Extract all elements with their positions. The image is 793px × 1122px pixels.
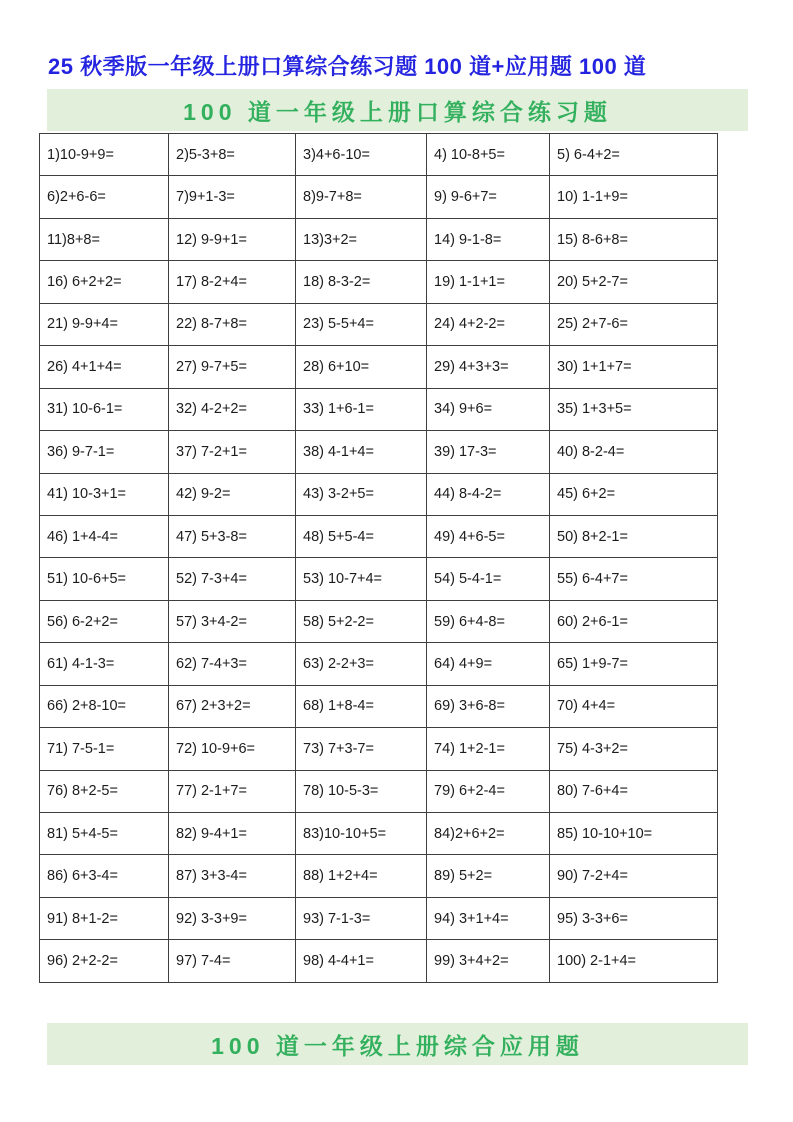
problem-cell: 46) 1+4-4= xyxy=(40,515,169,557)
problem-row xyxy=(40,728,718,770)
problem-cell: 65) 1+9-7= xyxy=(550,643,718,685)
problem-cell: 66) 2+8-10= xyxy=(40,685,169,727)
problem-cell: 19) 1-1+1= xyxy=(427,261,550,303)
problem-cell: 43) 3-2+5= xyxy=(296,473,427,515)
problem-cell: 27) 9-7+5= xyxy=(169,346,296,388)
problem-cell: 94) 3+1+4= xyxy=(427,897,550,939)
problem-cell: 10) 1-1+9= xyxy=(550,176,718,218)
applied-problems-section-header: 100 道一年级上册综合应用题 xyxy=(47,1023,748,1065)
problem-cell: 8)9-7+8= xyxy=(296,176,427,218)
problem-row xyxy=(40,473,718,515)
problem-cell: 14) 9-1-8= xyxy=(427,218,550,260)
problem-cell: 97) 7-4= xyxy=(169,940,296,983)
problem-cell: 11)8+8= xyxy=(40,218,169,260)
problem-cell: 75) 4-3+2= xyxy=(550,728,718,770)
problem-cell: 3)4+6-10= xyxy=(296,134,427,176)
problem-cell: 50) 8+2-1= xyxy=(550,515,718,557)
problem-cell: 6)2+6-6= xyxy=(40,176,169,218)
problem-row xyxy=(40,685,718,727)
problem-cell: 42) 9-2= xyxy=(169,473,296,515)
problem-cell: 4) 10-8+5= xyxy=(427,134,550,176)
problem-cell: 76) 8+2-5= xyxy=(40,770,169,812)
problem-row xyxy=(40,134,718,176)
problem-cell: 74) 1+2-1= xyxy=(427,728,550,770)
problem-cell: 53) 10-7+4= xyxy=(296,558,427,600)
problem-cell: 69) 3+6-8= xyxy=(427,685,550,727)
problem-row xyxy=(40,261,718,303)
problem-cell: 26) 4+1+4= xyxy=(40,346,169,388)
problem-cell: 80) 7-6+4= xyxy=(550,770,718,812)
problem-row xyxy=(40,600,718,642)
problem-cell: 57) 3+4-2= xyxy=(169,600,296,642)
problem-cell: 72) 10-9+6= xyxy=(169,728,296,770)
problem-cell: 38) 4-1+4= xyxy=(296,431,427,473)
problem-cell: 32) 4-2+2= xyxy=(169,388,296,430)
problem-cell: 40) 8-2-4= xyxy=(550,431,718,473)
problem-cell: 29) 4+3+3= xyxy=(427,346,550,388)
problem-cell: 25) 2+7-6= xyxy=(550,303,718,345)
problem-row xyxy=(40,346,718,388)
problem-cell: 34) 9+6= xyxy=(427,388,550,430)
problem-cell: 90) 7-2+4= xyxy=(550,855,718,897)
problem-cell: 54) 5-4-1= xyxy=(427,558,550,600)
problem-cell: 87) 3+3-4= xyxy=(169,855,296,897)
problem-cell: 83)10-10+5= xyxy=(296,813,427,855)
problem-row xyxy=(40,218,718,260)
problem-cell: 67) 2+3+2= xyxy=(169,685,296,727)
problem-cell: 37) 7-2+1= xyxy=(169,431,296,473)
oral-practice-section-header: 100 道一年级上册口算综合练习题 xyxy=(47,89,748,131)
problem-row xyxy=(40,303,718,345)
problem-cell: 81) 5+4-5= xyxy=(40,813,169,855)
problem-cell: 92) 3-3+9= xyxy=(169,897,296,939)
problem-cell: 86) 6+3-4= xyxy=(40,855,169,897)
problem-cell: 12) 9-9+1= xyxy=(169,218,296,260)
problem-cell: 24) 4+2-2= xyxy=(427,303,550,345)
problem-cell: 18) 8-3-2= xyxy=(296,261,427,303)
problem-cell: 49) 4+6-5= xyxy=(427,515,550,557)
problem-cell: 5) 6-4+2= xyxy=(550,134,718,176)
problem-cell: 71) 7-5-1= xyxy=(40,728,169,770)
problem-row xyxy=(40,431,718,473)
problem-cell: 99) 3+4+2= xyxy=(427,940,550,983)
problem-cell: 55) 6-4+7= xyxy=(550,558,718,600)
problem-cell: 1)10-9+9= xyxy=(40,134,169,176)
problem-cell: 88) 1+2+4= xyxy=(296,855,427,897)
problem-cell: 51) 10-6+5= xyxy=(40,558,169,600)
oral-problems-table xyxy=(39,133,718,983)
problem-row xyxy=(40,855,718,897)
problem-cell: 98) 4-4+1= xyxy=(296,940,427,983)
problem-cell: 39) 17-3= xyxy=(427,431,550,473)
problem-cell: 95) 3-3+6= xyxy=(550,897,718,939)
problem-cell: 60) 2+6-1= xyxy=(550,600,718,642)
problem-cell: 21) 9-9+4= xyxy=(40,303,169,345)
problem-row xyxy=(40,558,718,600)
problem-cell: 93) 7-1-3= xyxy=(296,897,427,939)
problem-cell: 35) 1+3+5= xyxy=(550,388,718,430)
problem-row xyxy=(40,770,718,812)
problem-cell: 45) 6+2= xyxy=(550,473,718,515)
problem-cell: 17) 8-2+4= xyxy=(169,261,296,303)
problem-row xyxy=(40,643,718,685)
problem-row xyxy=(40,813,718,855)
problem-cell: 96) 2+2-2= xyxy=(40,940,169,983)
problem-cell: 85) 10-10+10= xyxy=(550,813,718,855)
document-title: 25 秋季版一年级上册口算综合练习题 100 道+应用题 100 道 xyxy=(48,54,647,79)
problem-cell: 58) 5+2-2= xyxy=(296,600,427,642)
problem-cell: 100) 2-1+4= xyxy=(550,940,718,983)
problem-cell: 91) 8+1-2= xyxy=(40,897,169,939)
problem-cell: 62) 7-4+3= xyxy=(169,643,296,685)
problem-cell: 9) 9-6+7= xyxy=(427,176,550,218)
problem-cell: 84)2+6+2= xyxy=(427,813,550,855)
problem-cell: 78) 10-5-3= xyxy=(296,770,427,812)
problem-cell: 47) 5+3-8= xyxy=(169,515,296,557)
problem-cell: 70) 4+4= xyxy=(550,685,718,727)
problem-cell: 59) 6+4-8= xyxy=(427,600,550,642)
problem-row xyxy=(40,897,718,939)
problem-cell: 77) 2-1+7= xyxy=(169,770,296,812)
problem-cell: 22) 8-7+8= xyxy=(169,303,296,345)
problem-cell: 44) 8-4-2= xyxy=(427,473,550,515)
problem-cell: 7)9+1-3= xyxy=(169,176,296,218)
problem-cell: 31) 10-6-1= xyxy=(40,388,169,430)
problem-cell: 36) 9-7-1= xyxy=(40,431,169,473)
problem-cell: 68) 1+8-4= xyxy=(296,685,427,727)
problem-row xyxy=(40,515,718,557)
problem-cell: 63) 2-2+3= xyxy=(296,643,427,685)
problem-cell: 28) 6+10= xyxy=(296,346,427,388)
problem-cell: 64) 4+9= xyxy=(427,643,550,685)
problem-cell: 30) 1+1+7= xyxy=(550,346,718,388)
problem-cell: 56) 6-2+2= xyxy=(40,600,169,642)
problem-cell: 82) 9-4+1= xyxy=(169,813,296,855)
problem-cell: 20) 5+2-7= xyxy=(550,261,718,303)
problem-cell: 16) 6+2+2= xyxy=(40,261,169,303)
problem-cell: 48) 5+5-4= xyxy=(296,515,427,557)
problem-cell: 79) 6+2-4= xyxy=(427,770,550,812)
problem-cell: 2)5-3+8= xyxy=(169,134,296,176)
problem-cell: 61) 4-1-3= xyxy=(40,643,169,685)
problem-row xyxy=(40,388,718,430)
problem-cell: 15) 8-6+8= xyxy=(550,218,718,260)
oral-problems-table-body xyxy=(40,134,718,983)
problem-cell: 13)3+2= xyxy=(296,218,427,260)
problem-row xyxy=(40,940,718,983)
problem-cell: 89) 5+2= xyxy=(427,855,550,897)
problem-cell: 33) 1+6-1= xyxy=(296,388,427,430)
problem-cell: 41) 10-3+1= xyxy=(40,473,169,515)
problem-cell: 52) 7-3+4= xyxy=(169,558,296,600)
problem-cell: 23) 5-5+4= xyxy=(296,303,427,345)
problem-cell: 73) 7+3-7= xyxy=(296,728,427,770)
problem-row xyxy=(40,176,718,218)
